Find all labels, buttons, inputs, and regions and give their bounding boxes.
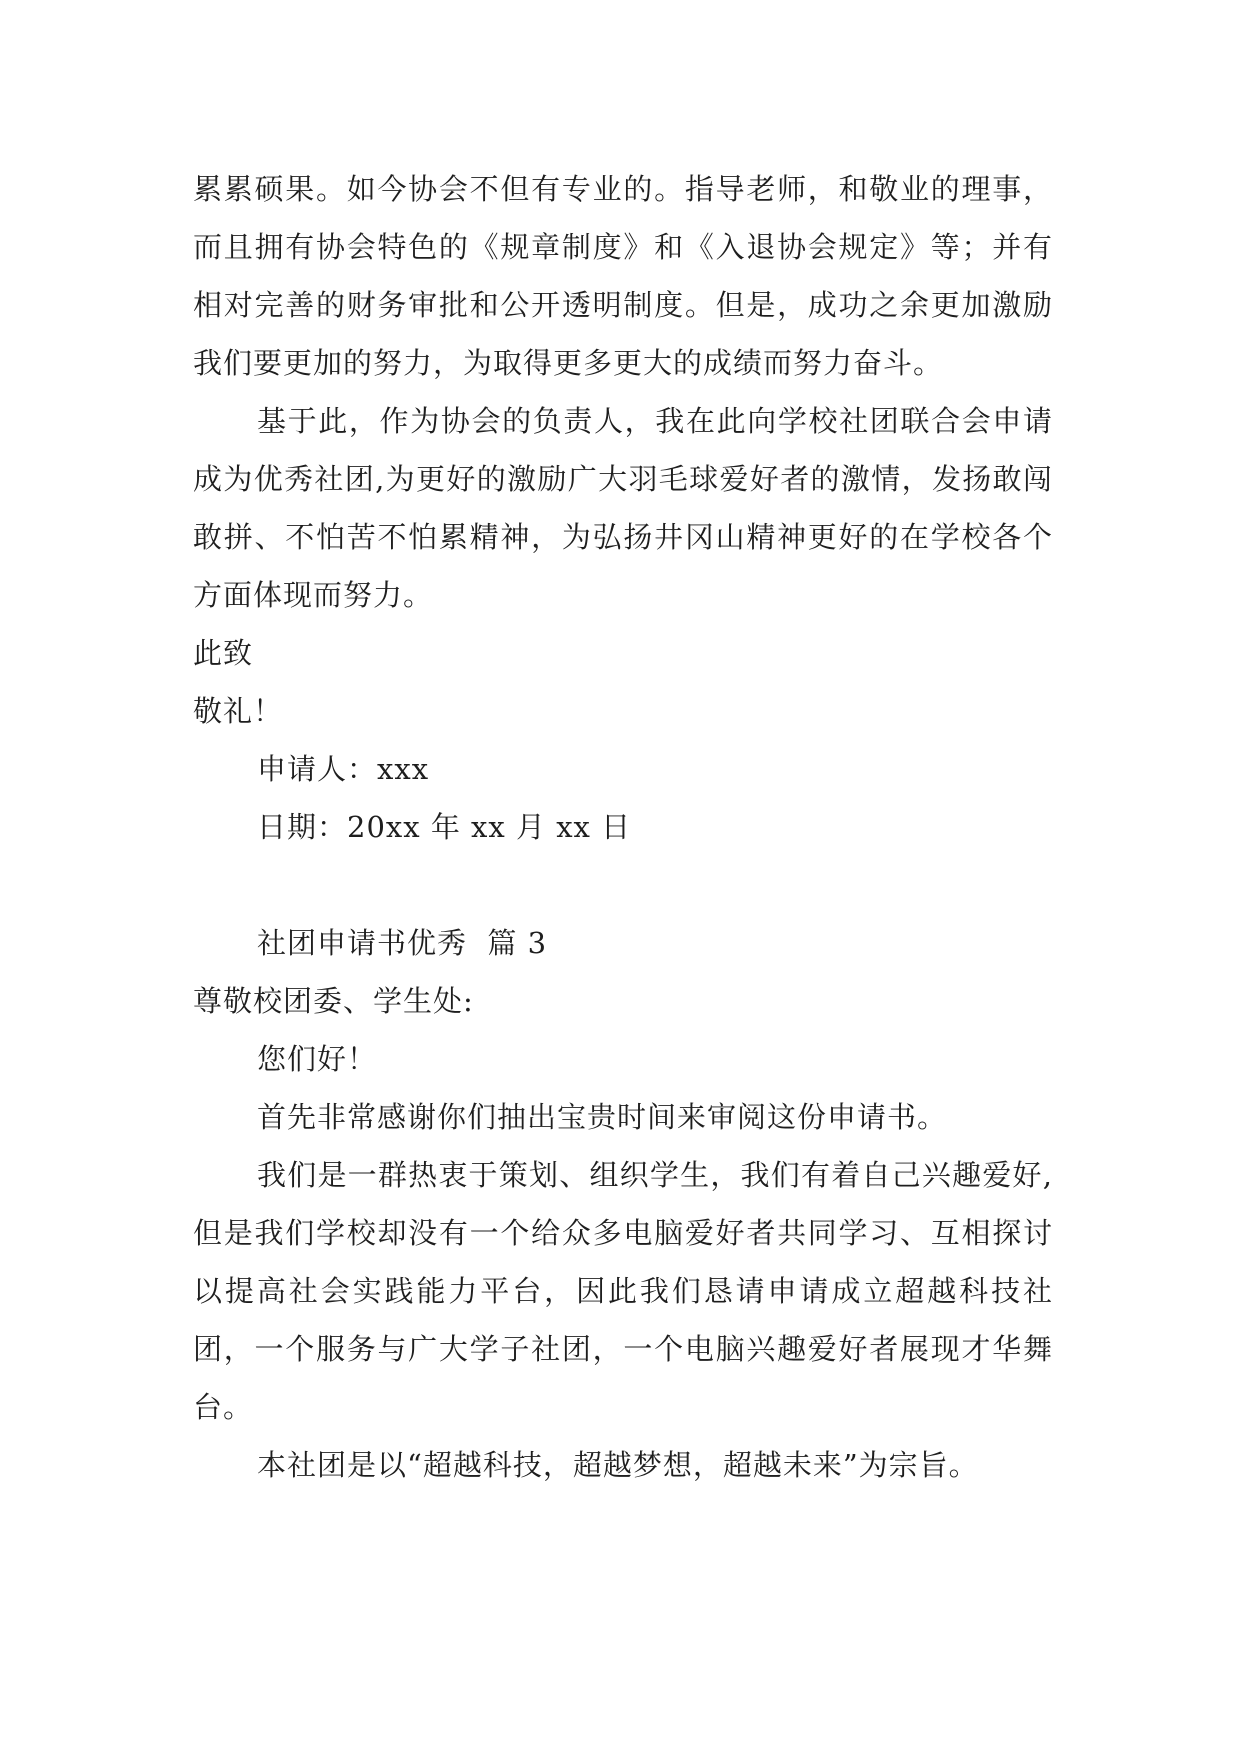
salutation-line: 尊敬校团委、学生处: — [193, 984, 474, 1018]
body-paragraph-4: 我们是一群热衷于策划、组织学生，我们有着自己兴趣爱好,但是我们学校却没有一个给众多电脑爱好者共同学习、互相探讨以提高社会实践能力平台，因此我们恳请申请成立超越科技社团，一个服务与广大学子社团，一个电脑兴趣爱好者展现才华舞台。 — [193, 1158, 1053, 1424]
document-body — [193, 160, 1053, 1494]
section-title: 社团申请书优秀 篇 3 — [257, 926, 548, 960]
body-paragraph-3: 首先非常感谢你们抽出宝贵时间来审阅这份申请书。 — [257, 1100, 948, 1134]
body-paragraph-1: 累累硕果。如今协会不但有专业的。指导老师，和敬业的理事，而且拥有协会特色的《规章制度》和《入退协会规定》等；并有相对完善的财务审批和公开透明制度。但是，成功之余更加激励我们要更加的努力，为取得更多更大的成绩而努力奋斗。 — [193, 172, 1053, 380]
applicant-line: 申请人：xxx — [257, 752, 430, 786]
closing-line-1: 此致 — [193, 636, 254, 670]
body-paragraph-5: 本社团是以“超越科技，超越梦想，超越未来”为宗旨。 — [257, 1448, 979, 1482]
body-paragraph-2: 基于此，作为协会的负责人，我在此向学校社团联合会申请成为优秀社团,为更好的激励广大羽毛球爱好者的激情，发扬敢闯敢拼、不怕苦不怕累精神，为弘扬井冈山精神更好的在学校各个方面体现而努力。 — [193, 404, 1053, 612]
greeting-line: 您们好！ — [257, 1042, 378, 1076]
closing-line-2: 敬礼！ — [193, 694, 284, 728]
section-spacer — [193, 856, 1053, 914]
date-line: 日期：20xx 年 xx 月 xx 日 — [257, 810, 632, 844]
